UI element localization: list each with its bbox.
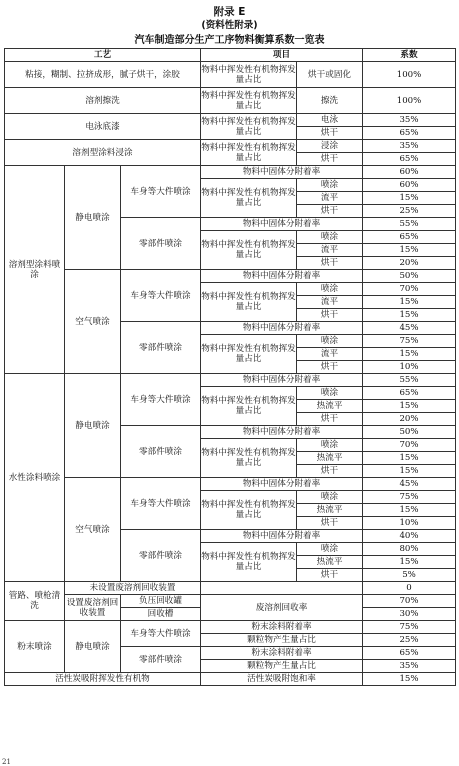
stage-cell: 擦洗: [297, 88, 363, 114]
value-cell: 15%: [363, 452, 456, 465]
value-cell: 45%: [363, 322, 456, 335]
table-row: [5, 114, 456, 127]
recovery-groove-label: 回收槽: [121, 608, 201, 621]
value-cell: 15%: [363, 400, 456, 413]
stage-cell: 喷涂: [297, 387, 363, 400]
value-cell: 65%: [363, 153, 456, 166]
item-cell: 物料中挥发性有机物挥发量占比: [201, 335, 297, 374]
value-cell: 15%: [363, 296, 456, 309]
value-cell: 35%: [363, 140, 456, 153]
table-row: [5, 166, 456, 179]
particle-ratio-label: 颗粒物产生量占比: [201, 634, 363, 647]
value-cell: 15%: [363, 192, 456, 205]
value-cell: 15%: [363, 465, 456, 478]
value-cell: 50%: [363, 426, 456, 439]
target-part: 零部件喷涂: [121, 322, 201, 374]
stage-cell: 热流平: [297, 452, 363, 465]
coefficient-table: [4, 48, 456, 686]
stage-cell: 流平: [297, 296, 363, 309]
particle-ratio-label: 颗粒物产生量占比: [201, 660, 363, 673]
value-cell: 15%: [363, 673, 456, 686]
item-cell: 物料中挥发性有机物挥发量占比: [201, 88, 297, 114]
target-body: 车身等大件喷涂: [121, 374, 201, 426]
item-cell: 物料中挥发性有机物挥发量占比: [201, 491, 297, 530]
stage-cell: 烘干: [297, 127, 363, 140]
stage-cell: 烘干: [297, 465, 363, 478]
stage-cell: 烘干: [297, 153, 363, 166]
item-cell: 物料中挥发性有机物挥发量占比: [201, 140, 297, 166]
table-row: [5, 140, 456, 153]
table-row: [5, 374, 456, 387]
process-cell: 电泳底漆: [5, 114, 201, 140]
target-part: 零部件喷涂: [121, 426, 201, 478]
table-title: 汽车制造部分生产工序物料衡算系数一览表: [134, 35, 325, 46]
process-group-solvent-spray: 溶剂型涂料喷涂: [5, 166, 65, 374]
value-cell: 35%: [363, 660, 456, 673]
value-cell: 55%: [363, 374, 456, 387]
stage-cell: 烘干: [297, 517, 363, 530]
value-cell: 80%: [363, 543, 456, 556]
table-row: [5, 673, 456, 686]
item-cell: [201, 582, 363, 595]
value-cell: 45%: [363, 478, 456, 491]
value-cell: 15%: [363, 309, 456, 322]
value-cell: 75%: [363, 621, 456, 634]
item-cell: 物料中挥发性有机物挥发量占比: [201, 179, 297, 218]
value-cell: 0: [363, 582, 456, 595]
stage-cell: 喷涂: [297, 491, 363, 504]
item-cell: 物料中挥发性有机物挥发量占比: [201, 283, 297, 322]
solid-attach-label: 物料中固体分附着率: [201, 218, 363, 231]
stage-cell: 热流平: [297, 504, 363, 517]
process-group-water-spray: 水性涂料喷涂: [5, 374, 65, 582]
table-header-row: [5, 49, 456, 62]
table-row: [5, 595, 456, 608]
item-cell: 活性炭吸附饱和率: [201, 673, 363, 686]
process-cell: 溶剂型涂料浸涂: [5, 140, 201, 166]
stage-cell: 流平: [297, 348, 363, 361]
col-header-item: 项目: [201, 49, 363, 62]
stage-cell: 流平: [297, 244, 363, 257]
process-group-powder: 粉末喷涂: [5, 621, 65, 673]
appendix-heading: 附录 E: [213, 6, 246, 18]
target-body: 车身等大件喷涂: [121, 621, 201, 647]
item-cell: 物料中挥发性有机物挥发量占比: [201, 231, 297, 270]
value-cell: 30%: [363, 608, 456, 621]
value-cell: 5%: [363, 569, 456, 582]
solid-attach-label: 物料中固体分附着率: [201, 530, 363, 543]
value-cell: 75%: [363, 491, 456, 504]
target-part: 零部件喷涂: [121, 530, 201, 582]
method-air: 空气喷涂: [65, 478, 121, 582]
recovery-rate-label: 废溶剂回收率: [201, 595, 363, 621]
table-row: [5, 88, 456, 114]
value-cell: 15%: [363, 348, 456, 361]
item-cell: 物料中挥发性有机物挥发量占比: [201, 543, 297, 582]
stage-cell: 烘干: [297, 309, 363, 322]
item-cell: 物料中挥发性有机物挥发量占比: [201, 439, 297, 478]
stage-cell: 浸涂: [297, 140, 363, 153]
value-cell: 15%: [363, 556, 456, 569]
stage-cell: 烘干: [297, 413, 363, 426]
target-body: 车身等大件喷涂: [121, 270, 201, 322]
target-part: 零部件喷涂: [121, 647, 201, 673]
powder-attach-label: 粉末涂料附着率: [201, 647, 363, 660]
value-cell: 75%: [363, 335, 456, 348]
value-cell: 20%: [363, 413, 456, 426]
value-cell: 60%: [363, 179, 456, 192]
stage-cell: 喷涂: [297, 439, 363, 452]
stage-cell: 喷涂: [297, 179, 363, 192]
solid-attach-label: 物料中固体分附着率: [201, 374, 363, 387]
solid-attach-label: 物料中固体分附着率: [201, 322, 363, 335]
table-row: [5, 582, 456, 595]
value-cell: 50%: [363, 270, 456, 283]
process-cell: 粘接，糊制、拉挤成形，腻子烘干，涂胶: [5, 62, 201, 88]
solid-attach-label: 物料中固体分附着率: [201, 166, 363, 179]
stage-cell: 喷涂: [297, 231, 363, 244]
method-electrostatic: 静电喷涂: [65, 621, 121, 673]
method-electrostatic: 静电喷涂: [65, 166, 121, 270]
item-cell: 物料中挥发性有机物挥发量占比: [201, 387, 297, 426]
solid-attach-label: 物料中固体分附着率: [201, 270, 363, 283]
stage-cell: 热流平: [297, 400, 363, 413]
item-cell: 物料中挥发性有机物挥发量占比: [201, 62, 297, 88]
value-cell: 40%: [363, 530, 456, 543]
stage-cell: 喷涂: [297, 543, 363, 556]
solid-attach-label: 物料中固体分附着率: [201, 426, 363, 439]
no-recovery-label: 未设置废溶剂回收装置: [65, 582, 201, 595]
process-cell: 活性炭吸附挥发性有机物: [5, 673, 201, 686]
value-cell: 15%: [363, 504, 456, 517]
table-row: [5, 478, 456, 491]
process-group-cleaning: 管路、喷枪清洗: [5, 582, 65, 621]
process-cell: 溶剂擦洗: [5, 88, 201, 114]
value-cell: 60%: [363, 166, 456, 179]
value-cell: 10%: [363, 361, 456, 374]
stage-cell: 烘干: [297, 205, 363, 218]
stage-cell: 热流平: [297, 556, 363, 569]
value-cell: 55%: [363, 218, 456, 231]
appendix-nature: (资料性附录): [201, 20, 258, 31]
recovery-label: 设置废溶剂回收装置: [65, 595, 121, 621]
value-cell: 70%: [363, 439, 456, 452]
value-cell: 20%: [363, 257, 456, 270]
value-cell: 25%: [363, 634, 456, 647]
value-cell: 100%: [363, 62, 456, 88]
value-cell: 10%: [363, 517, 456, 530]
value-cell: 35%: [363, 114, 456, 127]
value-cell: 70%: [363, 595, 456, 608]
page-number: 21: [2, 758, 11, 766]
stage-cell: 烘干: [297, 569, 363, 582]
stage-cell: 烘干: [297, 361, 363, 374]
solid-attach-label: 物料中固体分附着率: [201, 478, 363, 491]
table-row: [5, 270, 456, 283]
stage-cell: 喷涂: [297, 283, 363, 296]
recovery-tank-label: 负压回收罐: [121, 595, 201, 608]
value-cell: 65%: [363, 387, 456, 400]
value-cell: 70%: [363, 283, 456, 296]
method-air: 空气喷涂: [65, 270, 121, 374]
value-cell: 100%: [363, 88, 456, 114]
target-body: 车身等大件喷涂: [121, 166, 201, 218]
item-cell: 物料中挥发性有机物挥发量占比: [201, 114, 297, 140]
value-cell: 65%: [363, 647, 456, 660]
value-cell: 25%: [363, 205, 456, 218]
table-row: [5, 621, 456, 634]
method-electrostatic: 静电喷涂: [65, 374, 121, 478]
stage-cell: 喷涂: [297, 335, 363, 348]
target-part: 零部件喷涂: [121, 218, 201, 270]
stage-cell: 流平: [297, 192, 363, 205]
value-cell: 65%: [363, 231, 456, 244]
stage-cell: 烘干或固化: [297, 62, 363, 88]
powder-attach-label: 粉末涂料附着率: [201, 621, 363, 634]
col-header-process: 工艺: [5, 49, 201, 62]
stage-cell: 电泳: [297, 114, 363, 127]
target-body: 车身等大件喷涂: [121, 478, 201, 530]
value-cell: 15%: [363, 244, 456, 257]
col-header-coef: 系数: [363, 49, 456, 62]
value-cell: 65%: [363, 127, 456, 140]
stage-cell: 烘干: [297, 257, 363, 270]
table-row: [5, 62, 456, 88]
